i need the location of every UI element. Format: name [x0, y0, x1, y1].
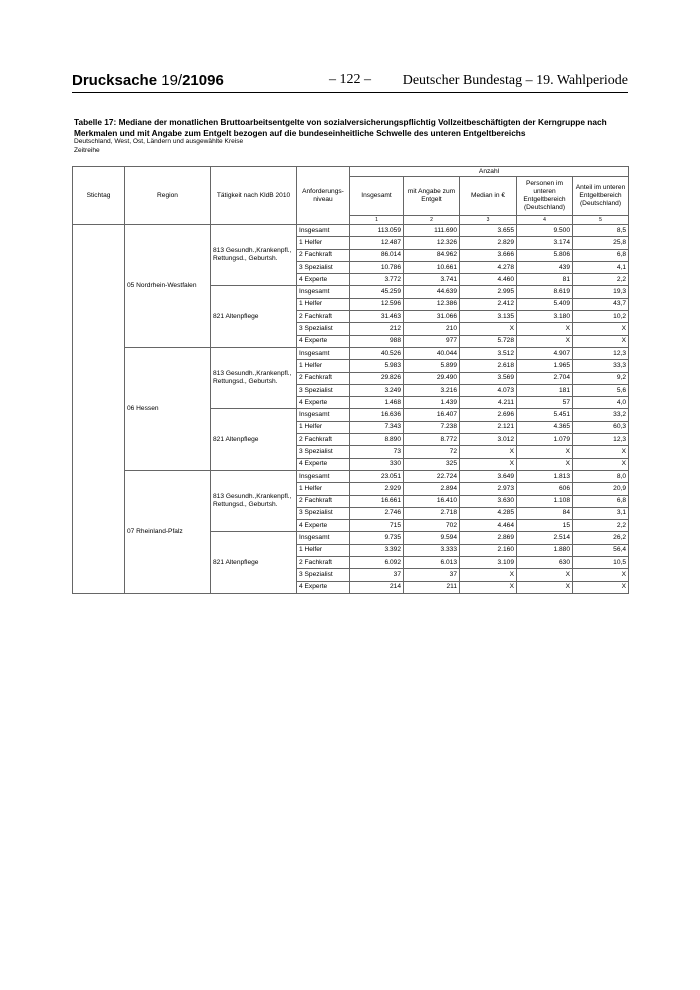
- anteil-cell: 2,2: [573, 520, 629, 532]
- mit-angabe-cell: 6.013: [404, 557, 460, 569]
- mit-angabe-cell: 12.386: [404, 298, 460, 310]
- header-insgesamt: Insgesamt: [350, 177, 404, 216]
- mit-angabe-cell: 44.639: [404, 286, 460, 298]
- median-cell: 3.649: [460, 470, 517, 482]
- table-row: [73, 225, 629, 237]
- anteil-cell: 3,1: [573, 507, 629, 519]
- anteil-cell: X: [573, 335, 629, 347]
- level-cell: 1 Helfer: [297, 544, 350, 556]
- personen-cell: 4.907: [517, 347, 573, 359]
- anteil-cell: 10,5: [573, 557, 629, 569]
- anteil-cell: X: [573, 458, 629, 470]
- anteil-cell: 12,3: [573, 434, 629, 446]
- insgesamt-cell: 23.051: [350, 470, 404, 482]
- level-cell: 2 Fachkraft: [297, 249, 350, 261]
- mit-angabe-cell: 16.407: [404, 409, 460, 421]
- level-cell: 4 Experte: [297, 458, 350, 470]
- header-personen: Personen im unteren Entgeltbereich (Deutschland): [517, 177, 573, 216]
- insgesamt-cell: 73: [350, 446, 404, 458]
- page-number: – 122 –: [329, 72, 371, 87]
- header-median: Median in €: [460, 177, 517, 216]
- table-title-line-2: Merkmalen und mit Angabe zum Entgelt bezogen auf die bundeseinheitliche Schwelle des unteren Entgeltbereichs: [74, 127, 526, 138]
- insgesamt-cell: 988: [350, 335, 404, 347]
- anteil-cell: 19,3: [573, 286, 629, 298]
- insgesamt-cell: 715: [350, 520, 404, 532]
- personen-cell: X: [517, 446, 573, 458]
- personen-cell: 1.813: [517, 470, 573, 482]
- doc-number-prefix: 19/: [161, 72, 183, 89]
- mit-angabe-cell: 5.899: [404, 360, 460, 372]
- median-cell: 3.135: [460, 311, 517, 323]
- personen-cell: 2.704: [517, 372, 573, 384]
- insgesamt-cell: 9.735: [350, 532, 404, 544]
- level-cell: 1 Helfer: [297, 421, 350, 433]
- personen-cell: 8.619: [517, 286, 573, 298]
- table-row: [73, 470, 629, 482]
- mit-angabe-cell: 111.690: [404, 225, 460, 237]
- anteil-cell: 6,8: [573, 249, 629, 261]
- personen-cell: 81: [517, 274, 573, 286]
- anteil-cell: 10,2: [573, 311, 629, 323]
- median-cell: X: [460, 458, 517, 470]
- median-cell: 3.666: [460, 249, 517, 261]
- insgesamt-cell: 3.772: [350, 274, 404, 286]
- anteil-cell: 56,4: [573, 544, 629, 556]
- level-cell: 3 Spezialist: [297, 384, 350, 396]
- header-col-number: 2: [404, 216, 460, 225]
- level-cell: 4 Experte: [297, 581, 350, 593]
- mit-angabe-cell: 3.741: [404, 274, 460, 286]
- level-cell: Insgesamt: [297, 225, 350, 237]
- mit-angabe-cell: 1.439: [404, 397, 460, 409]
- insgesamt-cell: 214: [350, 581, 404, 593]
- level-cell: 1 Helfer: [297, 360, 350, 372]
- level-cell: 4 Experte: [297, 335, 350, 347]
- header-mit-angabe: mit Angabe zum Entgelt: [404, 177, 460, 216]
- personen-cell: 2.514: [517, 532, 573, 544]
- personen-cell: 15: [517, 520, 573, 532]
- occupation-cell: 821 Altenpflege: [211, 409, 297, 470]
- mit-angabe-cell: 16.410: [404, 495, 460, 507]
- mit-angabe-cell: 8.772: [404, 434, 460, 446]
- doc-number-bold: 21096: [182, 72, 224, 89]
- page-header: [72, 72, 628, 94]
- median-cell: 2.160: [460, 544, 517, 556]
- personen-cell: 9.500: [517, 225, 573, 237]
- insgesamt-cell: 6.092: [350, 557, 404, 569]
- mit-angabe-cell: 7.238: [404, 421, 460, 433]
- insgesamt-cell: 10.786: [350, 261, 404, 273]
- level-cell: 4 Experte: [297, 520, 350, 532]
- anteil-cell: 8,5: [573, 225, 629, 237]
- personen-cell: 57: [517, 397, 573, 409]
- anteil-cell: 33,2: [573, 409, 629, 421]
- header-col-number: 5: [573, 216, 629, 225]
- level-cell: 1 Helfer: [297, 298, 350, 310]
- anteil-cell: 5,6: [573, 384, 629, 396]
- anteil-cell: X: [573, 446, 629, 458]
- insgesamt-cell: 7.343: [350, 421, 404, 433]
- anteil-cell: X: [573, 569, 629, 581]
- level-cell: 2 Fachkraft: [297, 495, 350, 507]
- median-cell: 2.869: [460, 532, 517, 544]
- mit-angabe-cell: 37: [404, 569, 460, 581]
- median-cell: 4.278: [460, 261, 517, 273]
- region-cell: 07 Rheinland-Pfalz: [125, 470, 211, 593]
- anteil-cell: 4,1: [573, 261, 629, 273]
- personen-cell: 1.079: [517, 434, 573, 446]
- level-cell: 4 Experte: [297, 397, 350, 409]
- insgesamt-cell: 330: [350, 458, 404, 470]
- median-cell: 3.569: [460, 372, 517, 384]
- mit-angabe-cell: 31.066: [404, 311, 460, 323]
- anteil-cell: 6,8: [573, 495, 629, 507]
- median-cell: 3.109: [460, 557, 517, 569]
- median-cell: 5.728: [460, 335, 517, 347]
- anteil-cell: 20,9: [573, 483, 629, 495]
- header-anforderungsniveau: Anforderungs-niveau: [297, 167, 350, 225]
- insgesamt-cell: 2.929: [350, 483, 404, 495]
- level-cell: 3 Spezialist: [297, 261, 350, 273]
- insgesamt-cell: 5.983: [350, 360, 404, 372]
- personen-cell: X: [517, 458, 573, 470]
- median-cell: 2.995: [460, 286, 517, 298]
- mit-angabe-cell: 3.333: [404, 544, 460, 556]
- insgesamt-cell: 45.259: [350, 286, 404, 298]
- median-cell: 3.012: [460, 434, 517, 446]
- median-cell: 4.211: [460, 397, 517, 409]
- insgesamt-cell: 16.661: [350, 495, 404, 507]
- median-cell: X: [460, 446, 517, 458]
- median-cell: X: [460, 581, 517, 593]
- data-table: [72, 166, 629, 594]
- insgesamt-cell: 1.468: [350, 397, 404, 409]
- mit-angabe-cell: 29.490: [404, 372, 460, 384]
- personen-cell: 3.174: [517, 237, 573, 249]
- level-cell: 3 Spezialist: [297, 323, 350, 335]
- mit-angabe-cell: 977: [404, 335, 460, 347]
- mit-angabe-cell: 325: [404, 458, 460, 470]
- level-cell: 2 Fachkraft: [297, 372, 350, 384]
- personen-cell: X: [517, 569, 573, 581]
- personen-cell: 5.409: [517, 298, 573, 310]
- level-cell: 2 Fachkraft: [297, 434, 350, 446]
- level-cell: 1 Helfer: [297, 483, 350, 495]
- mit-angabe-cell: 72: [404, 446, 460, 458]
- personen-cell: X: [517, 335, 573, 347]
- level-cell: 3 Spezialist: [297, 507, 350, 519]
- level-cell: 2 Fachkraft: [297, 557, 350, 569]
- personen-cell: 4.365: [517, 421, 573, 433]
- insgesamt-cell: 12.596: [350, 298, 404, 310]
- level-cell: Insgesamt: [297, 286, 350, 298]
- insgesamt-cell: 40.526: [350, 347, 404, 359]
- occupation-cell: 813 Gesundh.,Krankenpfl., Rettungsd., Geburtsh.: [211, 225, 297, 286]
- median-cell: X: [460, 569, 517, 581]
- personen-cell: 181: [517, 384, 573, 396]
- anteil-cell: 60,3: [573, 421, 629, 433]
- median-cell: 2.618: [460, 360, 517, 372]
- mit-angabe-cell: 702: [404, 520, 460, 532]
- mit-angabe-cell: 22.724: [404, 470, 460, 482]
- level-cell: 3 Spezialist: [297, 446, 350, 458]
- doc-label: Drucksache: [72, 72, 158, 89]
- occupation-cell: 821 Altenpflege: [211, 286, 297, 347]
- level-cell: Insgesamt: [297, 409, 350, 421]
- insgesamt-cell: 212: [350, 323, 404, 335]
- mit-angabe-cell: 3.216: [404, 384, 460, 396]
- header-col-number: 1: [350, 216, 404, 225]
- header-stichtag: Stichtag: [73, 167, 125, 225]
- insgesamt-cell: 113.059: [350, 225, 404, 237]
- median-cell: X: [460, 323, 517, 335]
- personen-cell: 1.880: [517, 544, 573, 556]
- personen-cell: 606: [517, 483, 573, 495]
- region-cell: 05 Nordrhein-Westfalen: [125, 225, 211, 348]
- anteil-cell: 2,2: [573, 274, 629, 286]
- level-cell: 1 Helfer: [297, 237, 350, 249]
- mit-angabe-cell: 40.044: [404, 347, 460, 359]
- level-cell: Insgesamt: [297, 470, 350, 482]
- insgesamt-cell: 2.746: [350, 507, 404, 519]
- personen-cell: 5.451: [517, 409, 573, 421]
- header-region: Region: [125, 167, 211, 225]
- personen-cell: X: [517, 323, 573, 335]
- anteil-cell: 26,2: [573, 532, 629, 544]
- personen-cell: 1.965: [517, 360, 573, 372]
- median-cell: 4.464: [460, 520, 517, 532]
- header-col-number: 4: [517, 216, 573, 225]
- mit-angabe-cell: 12.326: [404, 237, 460, 249]
- insgesamt-cell: 86.014: [350, 249, 404, 261]
- level-cell: Insgesamt: [297, 532, 350, 544]
- insgesamt-cell: 3.392: [350, 544, 404, 556]
- median-cell: 3.655: [460, 225, 517, 237]
- personen-cell: 630: [517, 557, 573, 569]
- median-cell: 2.973: [460, 483, 517, 495]
- personen-cell: 1.108: [517, 495, 573, 507]
- anteil-cell: 4,0: [573, 397, 629, 409]
- header-col-number: 3: [460, 216, 517, 225]
- median-cell: 3.512: [460, 347, 517, 359]
- level-cell: 2 Fachkraft: [297, 311, 350, 323]
- personen-cell: 5.806: [517, 249, 573, 261]
- occupation-cell: 813 Gesundh.,Krankenpfl., Rettungsd., Geburtsh.: [211, 470, 297, 531]
- header-group-anzahl: Anzahl: [350, 167, 629, 177]
- median-cell: 4.285: [460, 507, 517, 519]
- level-cell: 3 Spezialist: [297, 569, 350, 581]
- mit-angabe-cell: 210: [404, 323, 460, 335]
- table-series: Zeitreihe: [74, 146, 100, 154]
- median-cell: 4.460: [460, 274, 517, 286]
- level-cell: Insgesamt: [297, 347, 350, 359]
- table-body: [73, 225, 629, 594]
- stichtag-cell: [73, 225, 125, 594]
- insgesamt-cell: 16.636: [350, 409, 404, 421]
- level-cell: 4 Experte: [297, 274, 350, 286]
- table-title-line-1: Tabelle 17: Mediane der monatlichen Bruttoarbeitsentgelte von sozialversicherungspflichtig Vollzeitbeschäftigten der Kerngruppe nach: [74, 117, 607, 127]
- table-row: [73, 347, 629, 359]
- table-subtitle: Deutschland, West, Ost, Ländern und ausgewählte Kreise: [74, 138, 244, 145]
- personen-cell: 439: [517, 261, 573, 273]
- median-cell: 2.121: [460, 421, 517, 433]
- median-cell: 2.696: [460, 409, 517, 421]
- insgesamt-cell: 8.890: [350, 434, 404, 446]
- occupation-cell: 813 Gesundh.,Krankenpfl., Rettungsd., Geburtsh.: [211, 347, 297, 408]
- anteil-cell: 43,7: [573, 298, 629, 310]
- insgesamt-cell: 31.463: [350, 311, 404, 323]
- mit-angabe-cell: 84.962: [404, 249, 460, 261]
- document-number: [72, 72, 224, 89]
- mit-angabe-cell: 10.661: [404, 261, 460, 273]
- header-rule: [72, 92, 628, 93]
- personen-cell: 84: [517, 507, 573, 519]
- publisher: Deutscher Bundestag – 19. Wahlperiode: [402, 73, 628, 88]
- occupation-cell: 821 Altenpflege: [211, 532, 297, 593]
- anteil-cell: 25,8: [573, 237, 629, 249]
- median-cell: 2.412: [460, 298, 517, 310]
- region-cell: 06 Hessen: [125, 347, 211, 470]
- table-caption: [74, 117, 630, 156]
- insgesamt-cell: 3.249: [350, 384, 404, 396]
- mit-angabe-cell: 2.894: [404, 483, 460, 495]
- header-anteil: Anteil im unteren Entgeltbereich (Deutschland): [573, 177, 629, 216]
- mit-angabe-cell: 2.718: [404, 507, 460, 519]
- anteil-cell: 9,2: [573, 372, 629, 384]
- anteil-cell: 8,0: [573, 470, 629, 482]
- median-cell: 4.073: [460, 384, 517, 396]
- personen-cell: X: [517, 581, 573, 593]
- insgesamt-cell: 29.826: [350, 372, 404, 384]
- anteil-cell: 12,3: [573, 347, 629, 359]
- insgesamt-cell: 12.487: [350, 237, 404, 249]
- anteil-cell: 33,3: [573, 360, 629, 372]
- mit-angabe-cell: 9.594: [404, 532, 460, 544]
- insgesamt-cell: 37: [350, 569, 404, 581]
- personen-cell: 3.180: [517, 311, 573, 323]
- anteil-cell: X: [573, 581, 629, 593]
- median-cell: 3.630: [460, 495, 517, 507]
- mit-angabe-cell: 211: [404, 581, 460, 593]
- header-taetigkeit: Tätigkeit nach KldB 2010: [211, 167, 297, 225]
- median-cell: 2.829: [460, 237, 517, 249]
- anteil-cell: X: [573, 323, 629, 335]
